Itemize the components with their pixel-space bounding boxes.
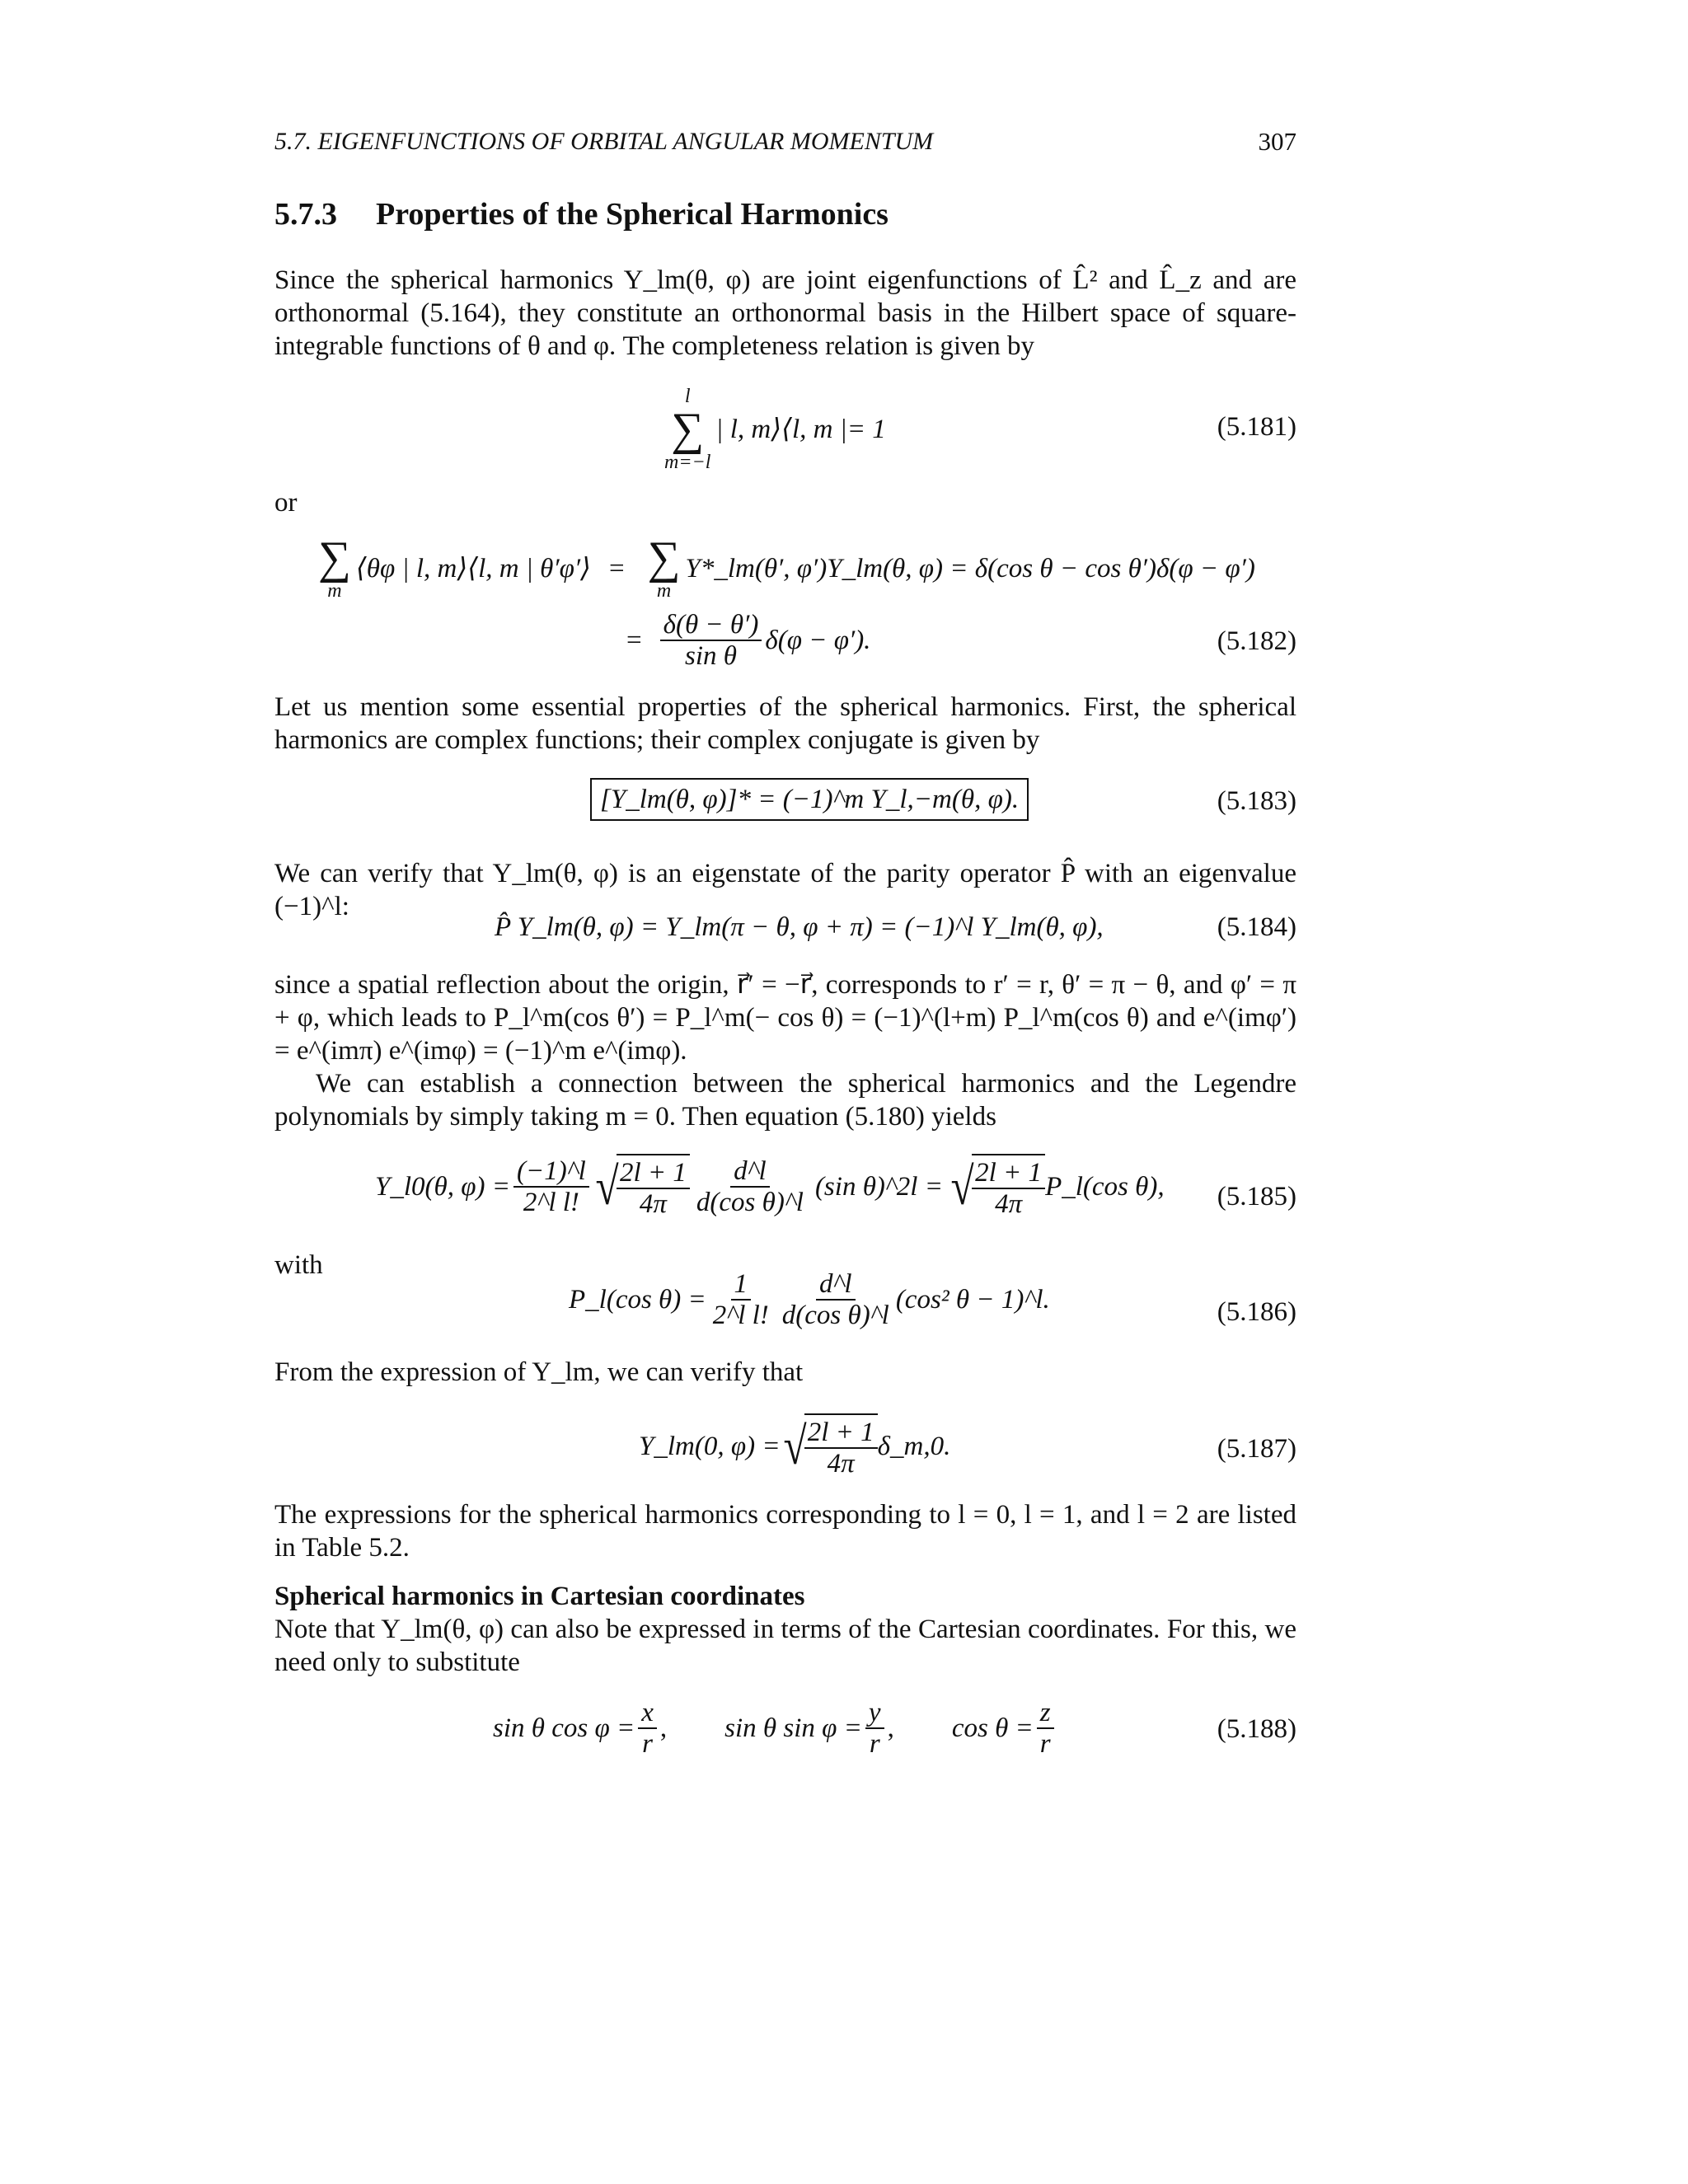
square-root: √ $\frac{2l + 1}{4\pi}$ (781, 1413, 878, 1479)
fraction: $\frac{y}{r}$ (865, 1698, 884, 1759)
lhs-body: ⟨θφ | l, m⟩⟨l, m | θ′φ′⟩ (355, 554, 591, 583)
equation-number: (5.181) (1217, 412, 1296, 442)
section-title: Properties of the Spherical Harmonics (376, 197, 889, 232)
subheading-cartesian: Spherical harmonics in Cartesian coordinates (274, 1582, 805, 1611)
connector-with: with (274, 1250, 323, 1280)
section-heading (274, 198, 889, 231)
sum-upper-limit: l (684, 386, 691, 407)
fraction: $\frac{\delta(\theta - \theta')}{\text{sin θ}}$ (660, 610, 762, 671)
sum-lower-limit: m=−l (664, 452, 711, 473)
connector-or: or (274, 488, 298, 518)
equation-5-182-line1 (313, 532, 1255, 602)
summation-rhs: ∑ m (647, 532, 681, 602)
paragraph-intro: Since the spherical harmonics Y_lm(θ, φ) are joint eigenfunctions of L̂² and L̂_z and are orthonormal (5.164), they constitute an orthonormal basis in the Hilbert space of square-integrable functions of θ and φ. The completeness relation is given by (274, 265, 1296, 361)
equation-number: (5.187) (1217, 1434, 1296, 1464)
equation-5-187: Y_lm(0, φ) = √ $\frac{2l + 1}{4\pi}$ δ_m,0. (639, 1413, 950, 1479)
square-root: √ $\frac{2l + 1}{4\pi}$ (593, 1154, 690, 1220)
fraction: $\frac{x}{r}$ (638, 1698, 657, 1759)
equals-sign: = (608, 554, 625, 583)
equation-5-181 (659, 386, 886, 473)
fraction: $\frac{(-1)\^{}l}{\text{2\textasciicircum{}l l!}}$ (513, 1156, 589, 1217)
boxed-formula: [Y_lm(θ, φ)]* = (−1)^m Y_l,−m(θ, φ). (590, 778, 1029, 821)
equation-5-182-line2: = $\frac{\delta(\theta - \theta')}{\text{sin θ}}$ δ(φ − φ′). (626, 610, 871, 671)
fraction: $\frac{d\^{}l}{\text{d(cos θ)\textasciicircum{}l}}$ (696, 1156, 804, 1217)
equation-5-186: P_l(cos θ) = $\frac{1}{\text{2\textasciicircum{}l l!}}$ $\frac{d\^{}l}{\text{d(cos θ)\textasciicircum{}l}}$ (cos² θ − 1)^l. (569, 1269, 1050, 1330)
equation-number: (5.188) (1217, 1714, 1296, 1744)
square-root: √ $\frac{2l + 1}{4\pi}$ (948, 1154, 1045, 1220)
equation-5-185: Y_l0(θ, φ) = $\frac{(-1)\^{}l}{\text{2\textasciicircum{}l l!}}$ √ $\frac{2l + 1}{4\pi}$ $\frac{d\^{}l}{\text{d(cos θ)\textasciicircum{}l}}$ (sin θ)^2l = √ $\frac{2l + 1}{4\pi}$ P_l(cos θ), (375, 1154, 1165, 1220)
page-number: 307 (1258, 127, 1296, 156)
paragraph-parity: We can verify that Y_lm(θ, φ) is an eigenstate of the parity operator P̂ with an eigenvalue (−1)^l: (274, 859, 1296, 921)
equation-5-183 (590, 778, 1029, 821)
paragraph-cartesian: Note that Y_lm(θ, φ) can also be expressed in terms of the Cartesian coordinates. For this, we need only to substitute (274, 1615, 1296, 1677)
equation-number: (5.182) (1217, 626, 1296, 656)
paragraph-reflection: since a spatial reflection about the origin, r⃗′ = −r⃗, corresponds to r′ = r, θ′ = π − θ, and φ′ = π + φ, which leads to P_l^m(cos θ′) = P_l^m(− cos θ) = (−1)^(l+m) P_l^m(cos θ) and e^(imφ′) = e^(imπ) e^(imφ) = (−1)^m e^(imφ). (274, 970, 1296, 1066)
fraction: $\frac{1}{\text{2\textasciicircum{}l l!}}$ (712, 1269, 769, 1330)
equation-5-184: P̂ Y_lm(θ, φ) = Y_lm(π − θ, φ + π) = (−1)^l Y_lm(θ, φ), (495, 912, 1104, 942)
fraction: $\frac{d\^{}l}{\text{d(cos θ)\textasciicircum{}l}}$ (781, 1269, 889, 1330)
equation-number: (5.183) (1217, 786, 1296, 816)
rhs-body: Y*_lm(θ′, φ′)Y_lm(θ, φ) = δ(cos θ − cos θ′)δ(φ − φ′) (685, 554, 1255, 583)
equation-number: (5.186) (1217, 1297, 1296, 1327)
paragraph-properties: Let us mention some essential properties of the spherical harmonics. First, the spherical harmonics are complex functions; their complex conjugate is given by (274, 692, 1296, 755)
paragraph-verify: From the expression of Y_lm, we can verify that (274, 1357, 804, 1387)
equation-5-188: sin θ cos φ = $\frac{x}{r}$ , sin θ sin φ = $\frac{y}{r}$ , cos θ = $\frac{z}{r}$ (493, 1698, 1057, 1759)
fraction: $\frac{z}{r}$ (1037, 1698, 1054, 1759)
summation: l ∑ m=−l (664, 386, 711, 473)
section-number: 5.7.3 (274, 197, 337, 232)
paragraph-table-ref: The expressions for the spherical harmonics corresponding to l = 0, l = 1, and l = 2 are listed in Table 5.2. (274, 1500, 1296, 1563)
running-header-title: 5.7. EIGENFUNCTIONS OF ORBITAL ANGULAR MOMENTUM (274, 128, 934, 155)
summation-lhs: ∑ m (318, 532, 351, 602)
completeness-body: | l, m⟩⟨l, m |= 1 (715, 415, 886, 444)
equation-number: (5.184) (1217, 912, 1296, 942)
equation-number: (5.185) (1217, 1182, 1296, 1212)
paragraph-legendre: We can establish a connection between the spherical harmonics and the Legendre polynomials by simply taking m = 0. Then equation (5.180) yields (274, 1069, 1296, 1132)
